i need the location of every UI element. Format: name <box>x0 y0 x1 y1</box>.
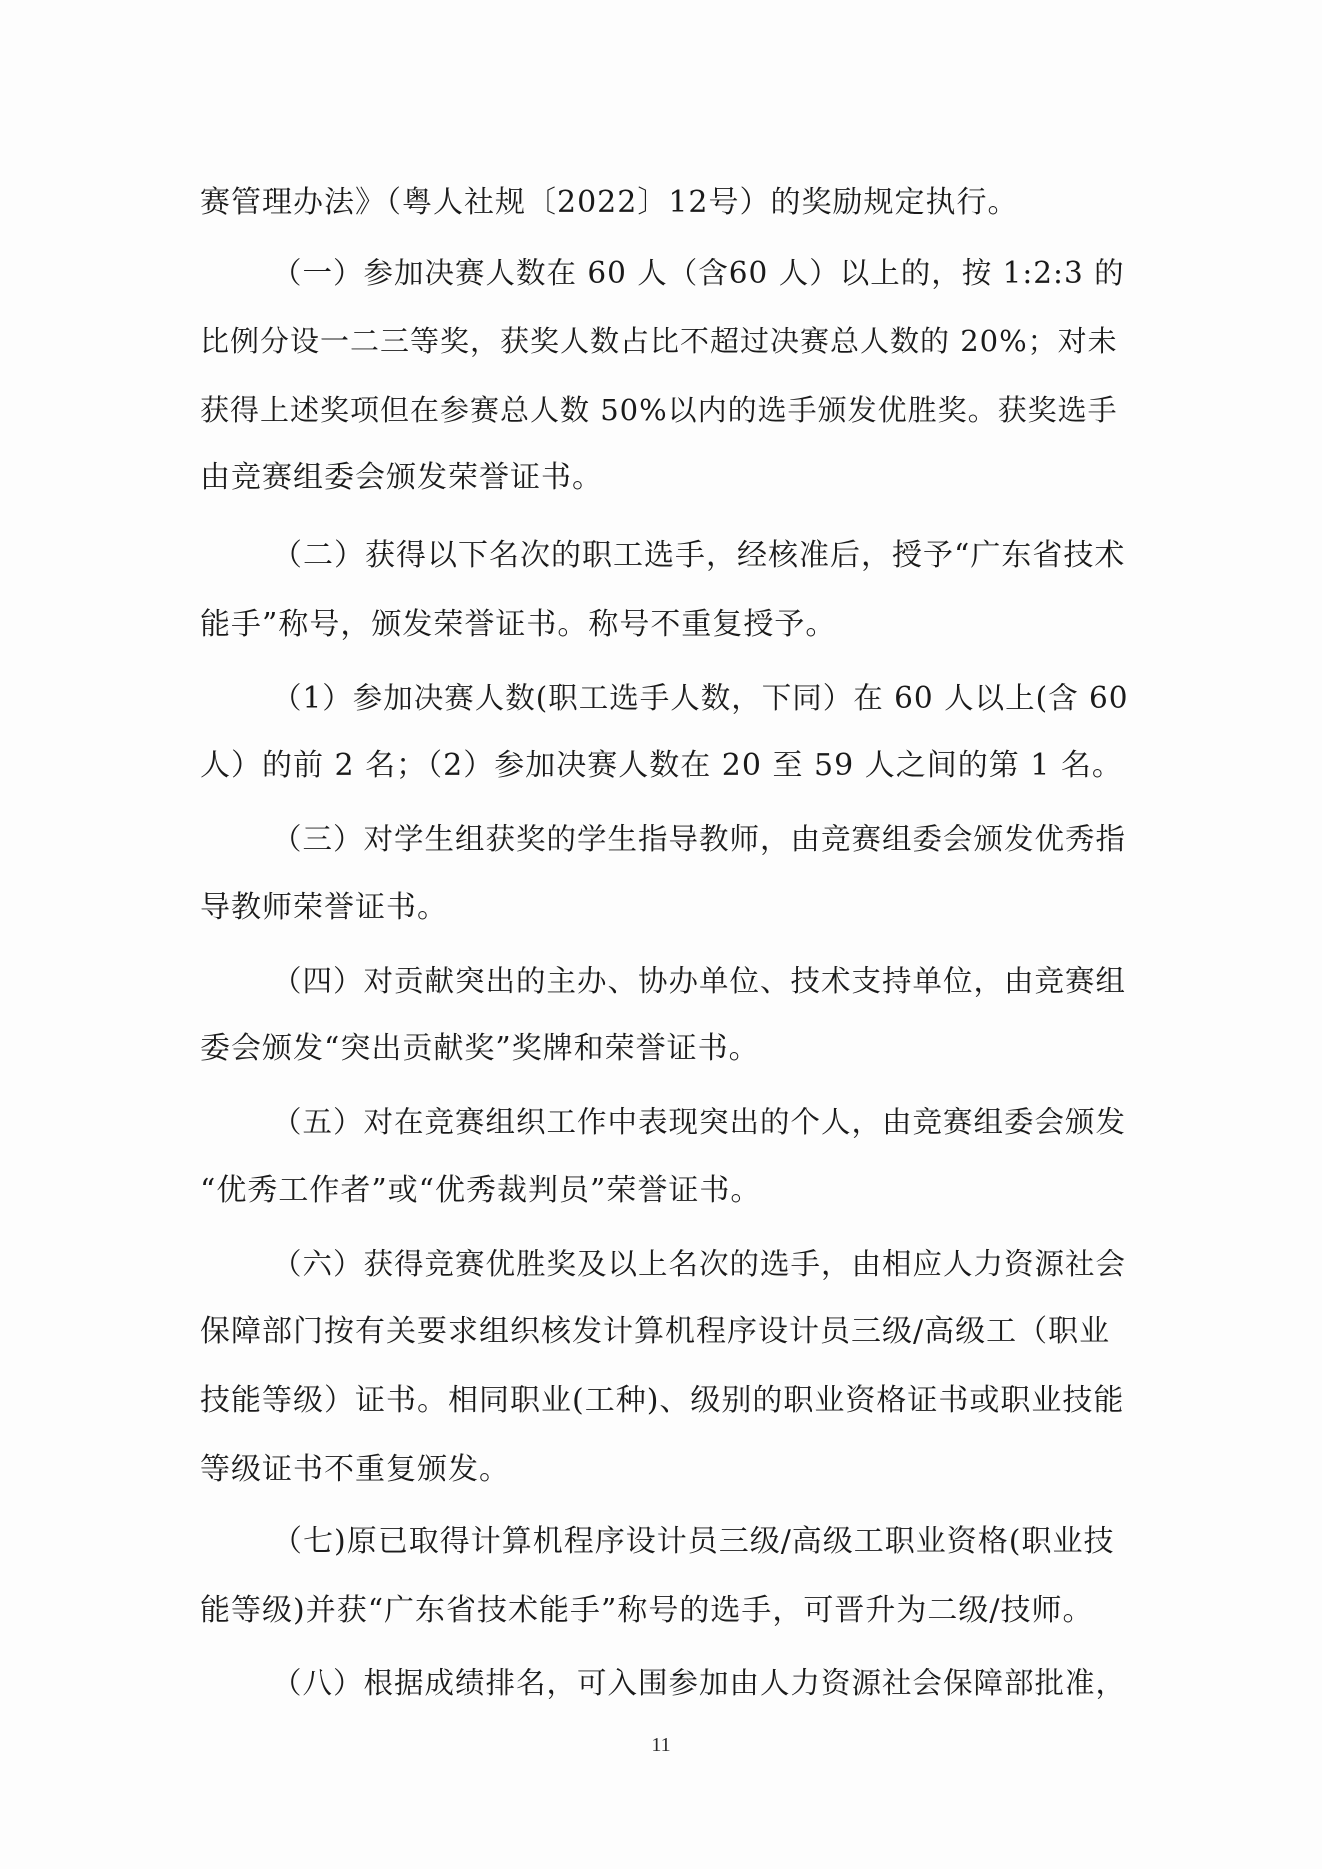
text-line: 技能等级）证书。相同职业(工种)、级别的职业资格证书或职业技能 <box>200 1383 1125 1418</box>
text-line: （1）参加决赛人数(职工选手人数，下同）在 60 人以上(含 60 <box>272 681 1129 715</box>
text-line: “优秀工作者”或“优秀裁判员”荣誉证书。 <box>200 1173 762 1208</box>
text-line: 比例分设一二三等奖，获奖人数占比不超过决赛总人数的 20%；对未 <box>200 324 1118 358</box>
text-line: （一）参加决赛人数在 60 人（含60 人）以上的，按 1:2:3 的 <box>272 256 1125 290</box>
text-line: （四）对贡献突出的主办、协办单位、技术支持单位，由竞赛组 <box>272 964 1127 998</box>
text-line: （七)原已取得计算机程序设计员三级/高级工职业资格(职业技 <box>272 1524 1115 1559</box>
text-line: （六）获得竞赛优胜奖及以上名次的选手，由相应人力资源社会 <box>272 1247 1127 1281</box>
text-line: 赛管理办法》（粤人社规〔2022〕12号）的奖励规定执行。 <box>200 185 1019 220</box>
text-line: 由竞赛组委会颁发荣誉证书。 <box>200 460 603 495</box>
text-line: （五）对在竞赛组织工作中表现突出的个人，由竞赛组委会颁发 <box>272 1105 1127 1139</box>
text-line: （八）根据成绩排名，可入围参加由人力资源社会保障部批准， <box>272 1666 1127 1700</box>
page-number: 11 <box>651 1734 671 1756</box>
text-line: 等级证书不重复颁发。 <box>200 1452 510 1487</box>
text-line: 委会颁发“突出贡献奖”奖牌和荣誉证书。 <box>200 1031 760 1066</box>
text-line: 能等级)并获“广东省技术能手”称号的选手，可晋升为二级/技师。 <box>200 1593 1094 1628</box>
text-line: （二）获得以下名次的职工选手，经核准后，授予“广东省技术 <box>272 538 1126 573</box>
text-line: 保障部门按有关要求组织核发计算机程序设计员三级/高级工（职业 <box>200 1314 1111 1349</box>
text-line: 导教师荣誉证书。 <box>200 890 448 925</box>
text-line: 获得上述奖项但在参赛总人数 50%以内的选手颁发优胜奖。获奖选手 <box>200 393 1118 427</box>
text-line: 能手”称号，颁发荣誉证书。称号不重复授予。 <box>200 607 837 642</box>
text-line: 人）的前 2 名；（2）参加决赛人数在 20 至 59 人之间的第 1 名。 <box>200 748 1123 783</box>
text-line: （三）对学生组获奖的学生指导教师，由竞赛组委会颁发优秀指 <box>272 822 1127 856</box>
